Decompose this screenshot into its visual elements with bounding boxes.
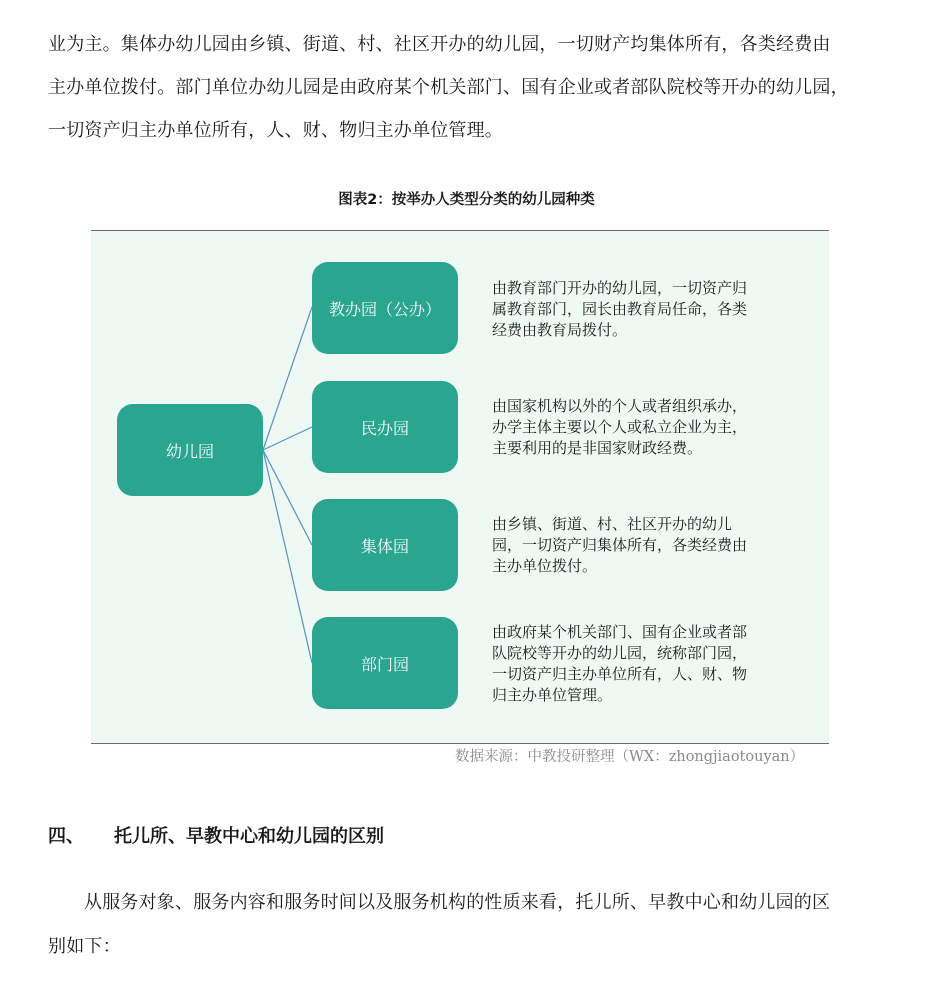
figure-diagram	[91, 230, 829, 744]
branch-desc-private: 由国家机构以外的个人或者组织承办， 办学主体主要以个人或私立企业为主， 主要利用的是非国家财政经费。	[492, 397, 748, 457]
branch-node-collective: 集体园	[312, 499, 458, 591]
closing-line-1: 从服务对象、服务内容和服务时间以及服务机构的性质来看，托儿所、早教中心和幼儿园的区	[84, 892, 831, 913]
section-title: 托儿所、早教中心和幼儿园的区别	[114, 826, 384, 847]
connector-1	[263, 307, 312, 450]
root-node: 幼儿园	[117, 404, 263, 496]
branch-desc-department: 由政府某个机关部门、国有企业或者部 队院校等开办的幼儿园，统称部门园， 一切资产归主办单位所有，人、财、物 归主办单位管理。	[492, 623, 748, 704]
figure-title: 图表2：按举办人类型分类的幼儿园种类	[338, 192, 595, 208]
branch-node-private: 民办园	[312, 381, 458, 473]
connector-3	[263, 450, 312, 545]
closing-line-2: 别如下：	[48, 936, 121, 957]
intro-line-2: 主办单位拨付。部门单位办幼儿园是由政府某个机关部门、国有企业或者部队院校等开办的幼儿园，	[48, 77, 849, 98]
branch-node-public: 教办园（公办）	[312, 262, 458, 354]
connector-4	[263, 450, 312, 663]
figure-source: 数据来源：中教投研整理（WX：zhongjiaotouyan）	[455, 749, 805, 765]
branch-node-department: 部门园	[312, 617, 458, 709]
branch-desc-collective: 由乡镇、街道、村、社区开办的幼儿 园，一切资产归集体所有，各类经费由 主办单位拨付。	[492, 515, 748, 575]
connector-2	[263, 427, 312, 450]
intro-line-1: 业为主。集体办幼儿园由乡镇、街道、村、社区开办的幼儿园，一切财产均集体所有，各类经费由	[48, 34, 831, 55]
branch-desc-public: 由教育部门开办的幼儿园，一切资产归 属教育部门，园长由教育局任命，各类 经费由教育局拨付。	[492, 279, 748, 339]
intro-line-3: 一切资产归主办单位所有，人、财、物归主办单位管理。	[48, 120, 503, 141]
section-number: 四、	[48, 826, 84, 847]
